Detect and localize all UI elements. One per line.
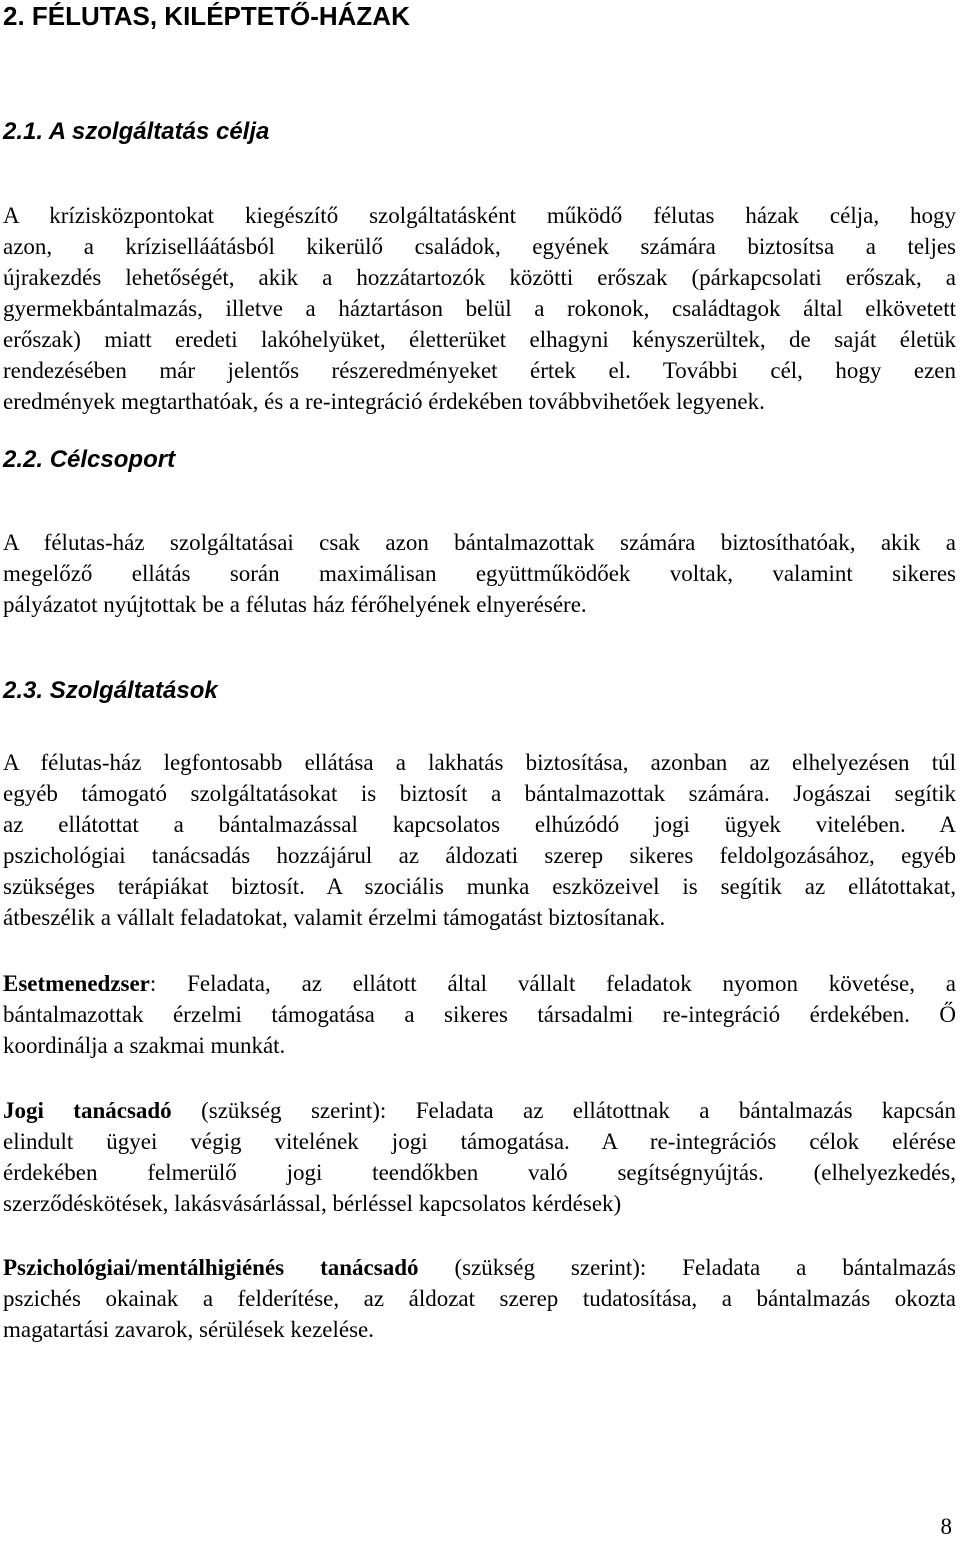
text-line: azon, a kríziselláátásból kikerülő családok, egyének számára biztosítsa a teljes — [3, 234, 956, 259]
section-heading-services: 2.3. Szolgáltatások — [3, 677, 218, 704]
role-description: (szükség szerint): Feladata az ellátottnak a bántalmazás kapcsán — [171, 1098, 956, 1123]
role-description: : Feladata, az ellátott által vállalt feladatok nyomon követése, a — [149, 971, 956, 996]
paragraph-case-manager — [3, 968, 956, 1061]
text-line: rendezésében már jelentős részeredményeket értek el. További cél, hogy ezen — [3, 358, 956, 383]
paragraph-legal-advisor — [3, 1095, 956, 1219]
text-line: elindult ügyei végig vitelének jogi támogatása. A re-integrációs célok elérése — [3, 1129, 956, 1154]
section-heading-target-group: 2.2. Célcsoport — [3, 446, 176, 473]
text-line: A félutas-ház legfontosabb ellátása a lakhatás biztosítása, azonban az elhelyezésen túl — [3, 750, 956, 775]
page-number: 8 — [940, 1514, 952, 1539]
text-line — [3, 1252, 956, 1283]
text-line: gyermekbántalmazás, illetve a háztartáson belül a rokonok, családtagok által elkövetett — [3, 296, 956, 321]
role-term: Esetmenedzser — [3, 971, 150, 996]
chapter-heading: 2. FÉLUTAS, KILÉPTETŐ-HÁZAK — [3, 1, 410, 31]
paragraph-purpose — [3, 200, 956, 417]
text-line: pszichés okainak a felderítése, az áldozat szerep tudatosítása, a bántalmazás okozta — [3, 1286, 956, 1311]
text-line: pszichológiai tanácsadás hozzájárul az áldozati szerep sikeres feldolgozásához, egyéb — [3, 843, 956, 868]
text-line: megelőző ellátás során maximálisan együttműködőek voltak, valamint sikeres — [3, 561, 956, 586]
paragraph-services — [3, 747, 956, 933]
text-line: eredmények megtarthatóak, és a re-integráció érdekében továbbvihetőek legyenek. — [3, 389, 765, 414]
text-line: szerződéskötések, lakásvásárlással, bérléssel kapcsolatos kérdések) — [3, 1191, 622, 1216]
section-heading-purpose: 2.1. A szolgáltatás célja — [3, 118, 270, 145]
text-line: bántalmazottak érzelmi támogatása a sikeres társadalmi re-integráció érdekében. Ő — [3, 1002, 956, 1027]
text-line: átbeszélik a vállalt feladatokat, valamit érzelmi támogatást biztosítanak. — [3, 905, 666, 930]
text-line — [3, 968, 956, 999]
text-line — [3, 1095, 956, 1126]
text-line: A félutas-ház szolgáltatásai csak azon bántalmazottak számára biztosíthatóak, akik a — [3, 530, 956, 555]
role-term: Jogi tanácsadó — [3, 1098, 172, 1123]
text-line: szükséges terápiákat biztosít. A szociális munka eszközeivel is segítik az ellátottakat, — [3, 874, 956, 899]
text-line: erőszak) miatt eredeti lakóhelyüket, életterüket elhagyni kényszerültek, de saját életük — [3, 327, 956, 352]
text-line: érdekében felmerülő jogi teendőkben való segítségnyújtás. (elhelyezkedés, — [3, 1160, 956, 1185]
text-line: magatartási zavarok, sérülések kezelése. — [3, 1317, 374, 1342]
text-line: újrakezdés lehetőségét, akik a hozzátartozók közötti erőszak (párkapcsolati erőszak, a — [3, 265, 956, 290]
text-line: egyéb támogató szolgáltatásokat is biztosít a bántalmazottak számára. Jogászai segítik — [3, 781, 956, 806]
role-description: (szükség szerint): Feladata a bántalmazás — [418, 1255, 956, 1280]
text-line: A krízisközpontokat kiegészítő szolgáltatásként működő félutas házak célja, hogy — [3, 203, 956, 228]
paragraph-psych-advisor — [3, 1252, 956, 1345]
text-line: az ellátottat a bántalmazással kapcsolatos elhúzódó jogi ügyek vitelében. A — [3, 812, 956, 837]
text-line: pályázatot nyújtottak be a félutas ház férőhelyének elnyerésére. — [3, 592, 587, 617]
text-line: koordinálja a szakmai munkát. — [3, 1033, 286, 1058]
paragraph-target-group — [3, 527, 956, 620]
role-term: Pszichológiai/mentálhigiénés tanácsadó — [3, 1255, 419, 1280]
